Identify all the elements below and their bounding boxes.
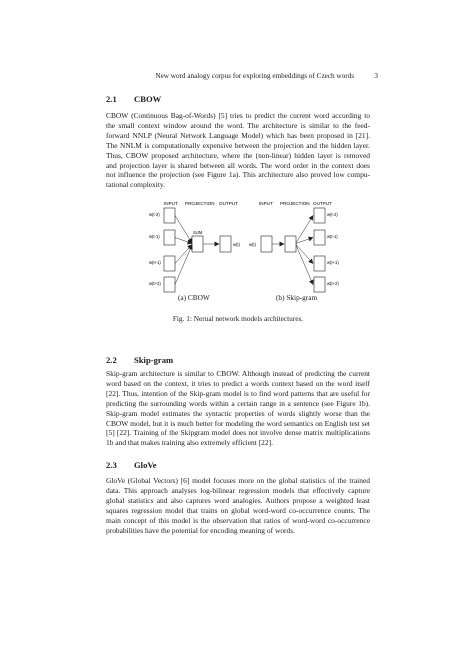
text-line: Thus, CBOW proposed architecture, where the (non-linear) hidden layer is removed [106, 150, 370, 160]
text-line: The NNLM is computationally expensive between the projection and the hidden layer. [106, 140, 370, 150]
cbow-diagram [149, 201, 241, 292]
skipgram-output-label: w(t-1) [327, 234, 338, 239]
section-heading-cbow [106, 93, 161, 105]
text-line: Skip-gram architecture is similar to CBOW. Although instead of predicting the current [106, 369, 370, 378]
cbow-header-input: INPUT [164, 201, 178, 206]
cbow-input-label: w(t+2) [149, 281, 161, 286]
skipgram-input-label: w(t) [249, 242, 256, 247]
subcaption-cbow: (a) CBOW [178, 293, 210, 302]
skipgram-header-projection: PROJECTION [280, 201, 310, 206]
text-line: tational complexity. [106, 180, 166, 190]
text-line: 1b and that makes training also extremely efficient [22]. [106, 438, 273, 448]
cbow-input-arrow [175, 245, 192, 264]
subcaption-skipgram: (b) Skip-gram [276, 293, 318, 302]
cbow-projection-box [192, 236, 203, 252]
cbow-output-box [220, 236, 231, 252]
figure-architectures [106, 196, 370, 326]
cbow-header-output: OUTPUT [219, 201, 238, 206]
text-line: forward NNLP (Neural Network Language Model) which has been proposed in [21]. [106, 130, 370, 140]
skipgram-header-input: INPUT [259, 201, 273, 206]
skipgram-output-box [314, 256, 325, 271]
paragraph-glove [106, 476, 370, 535]
skipgram-output-arrow [296, 245, 313, 264]
skipgram-output-box [314, 230, 325, 245]
skipgram-output-label: w(t+2) [327, 281, 339, 286]
skipgram-diagram [249, 201, 339, 292]
paragraph-skipgram [106, 369, 370, 448]
section-number: 2.1 [106, 94, 117, 104]
section-heading-glove [106, 459, 157, 471]
text-line: and projection layer is shared between all words. The word order in the context does [106, 160, 370, 170]
cbow-input-arrow [175, 245, 192, 285]
cbow-input-arrow [175, 216, 192, 244]
text-line: data. This approach analyses log-bilinear regression models that effectively capture [106, 485, 370, 495]
cbow-input-box [164, 230, 175, 245]
text-line: the small context window around the word. The architecture is similar to the feed- [106, 120, 370, 130]
skipgram-input-box [261, 236, 272, 252]
cbow-header-projection: PROJECTION [185, 201, 215, 206]
text-line: main concept of this model is the observation that ratios of word-word co-occurrence [106, 515, 370, 525]
text-line: CBOW model, but it is much better for modeling the word semantics on English test set [106, 418, 370, 428]
cbow-input-label: w(t+1) [149, 260, 161, 265]
cbow-input-label: w(t-2) [149, 212, 160, 217]
text-line: [22]. Thus, intention of the Skip-gram model is to find word patterns that are useful for [106, 388, 370, 398]
section-number: 2.2 [106, 355, 117, 365]
running-head [0, 70, 474, 82]
text-line: GloVe (Global Vectors) [6] model focuses more on the global statistics of the trained [106, 476, 370, 485]
cbow-output-label: w(t) [233, 242, 240, 247]
section-heading-skipgram [106, 354, 173, 366]
text-line: CBOW (Continuous Bag-of-Words) [5] tries to predict the current word according to [106, 111, 370, 120]
skipgram-output-arrow [296, 245, 313, 285]
cbow-input-box [164, 256, 175, 271]
section-title: CBOW [134, 94, 162, 104]
text-line: predicting the surrounding words within a certain range in a sentence (see Figure 1b). [106, 398, 370, 408]
cbow-input-label: w(t-1) [149, 234, 160, 239]
figure-caption: Fig. 1: Nerual network models architectures. [172, 314, 304, 323]
paragraph-cbow [106, 111, 370, 190]
skipgram-output-label: w(t+1) [327, 260, 339, 265]
skipgram-output-box [314, 208, 325, 223]
section-title: GloVe [134, 460, 157, 470]
text-line: not influence the projection (see Figure 1a). This architecture also proved low compu- [106, 170, 370, 180]
skipgram-output-arrow [296, 216, 313, 244]
page-number: 3 [374, 72, 378, 80]
architecture-diagram [106, 196, 370, 326]
cbow-input-box [164, 277, 175, 292]
section-title: Skip-gram [134, 355, 174, 365]
text-line: squares regression model that trains on global word-word co-occurrence counts. The [106, 505, 370, 515]
running-title: New word analogy corpus for exploring embeddings of Czech words [155, 72, 354, 80]
text-line: [5] [22]. Training of the Skipgram model does not involve dense matrix multiplications [106, 428, 370, 438]
text-line: word based on the context, it tries to predict a words context based on the word itself [106, 378, 370, 388]
text-line: Skip-gram model estimates the syntactic properties of words slightly worse than the [106, 408, 370, 418]
skipgram-output-label: w(t-2) [327, 212, 338, 217]
section-number: 2.3 [106, 460, 117, 470]
text-line: global statistics and also captures word analogies. Authors propose a weighted least [106, 495, 370, 505]
skipgram-output-box [314, 277, 325, 292]
skipgram-header-output: OUTPUT [313, 201, 332, 206]
skipgram-projection-box [285, 236, 296, 252]
cbow-input-box [164, 208, 175, 223]
text-line: probabilities have the potential for encoding meaning of words. [106, 525, 295, 535]
cbow-sum-label: SUM [193, 230, 203, 235]
